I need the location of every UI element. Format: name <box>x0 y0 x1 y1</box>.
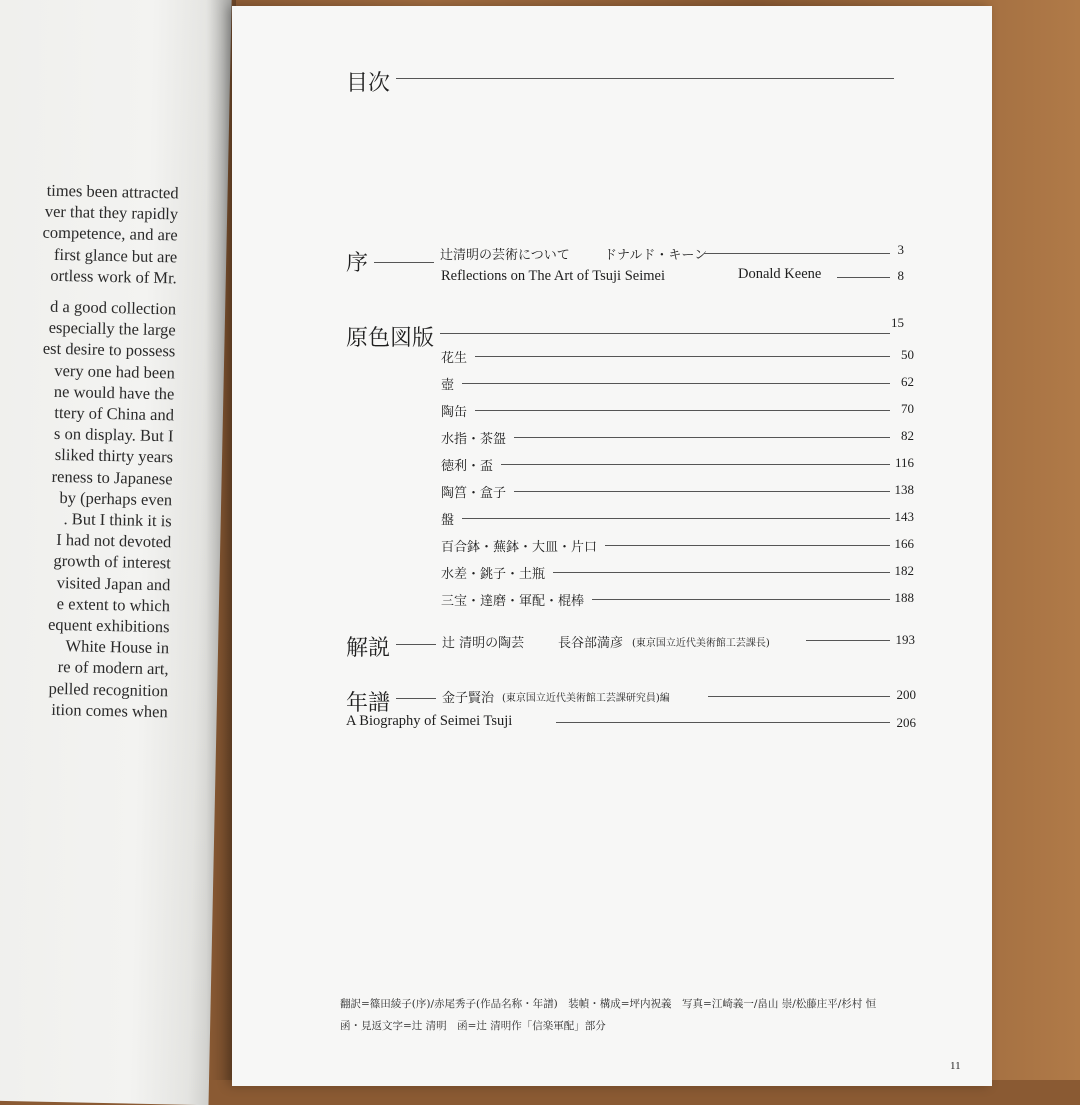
left-page-line: re of modern art, <box>57 657 169 679</box>
left-page-line: ition comes when <box>51 699 168 722</box>
leader-rule <box>501 464 890 465</box>
leader-rule <box>440 333 890 334</box>
plates-heading: 原色図版 <box>346 326 435 351</box>
commentary-heading: 解説 <box>346 636 391 661</box>
left-page-line: est desire to possess <box>42 339 176 361</box>
left-page-line: White House in <box>65 636 170 658</box>
title-rule <box>396 78 894 79</box>
plate-item-label: 水差・銚子・土瓶 <box>441 567 546 582</box>
left-page-line: ttery of China and <box>54 402 175 425</box>
leader-rule <box>605 545 890 546</box>
preface-en-title: Reflections on The Art of Tsuji Seimei <box>441 268 665 284</box>
plate-item-label: 水指・茶盌 <box>441 432 507 447</box>
commentary-title: 辻 清明の陶芸 <box>442 636 525 651</box>
left-page-line: first glance but are <box>53 244 178 267</box>
credits-line-2: 函・見返文字=辻 清明 函=辻 清明作「信楽軍配」部分 <box>340 1020 606 1032</box>
toc-title: 目次 <box>346 71 391 96</box>
left-page-line: s on display. But I <box>53 424 174 446</box>
left-page-line: ortless work of Mr. <box>50 265 178 288</box>
left-book-page <box>0 0 232 1105</box>
chronology-en-page: 206 <box>896 715 916 730</box>
credits-line-1: 翻訳=篠田綾子(序)/赤尾秀子(作品名称・年譜) 装幀・構成=坪内祝義 写真=江崎義一/畠山 崇/松藤庄平/杉村 恒 <box>340 998 877 1010</box>
leader-rule <box>462 518 890 519</box>
leader-rule <box>475 356 890 357</box>
plate-item-page: 138 <box>894 482 914 497</box>
left-page-line: growth of interest <box>53 551 172 573</box>
chronology-jp-page: 200 <box>896 687 916 702</box>
plate-item-page: 70 <box>901 401 914 416</box>
chronology-jp-note: (東京国立近代美術館工芸課研究員)編 <box>502 693 670 704</box>
leader-rule <box>462 383 890 384</box>
plate-item-page: 82 <box>901 428 914 443</box>
leader-rule <box>553 572 890 573</box>
plates-page: 15 <box>891 315 904 330</box>
preface-jp-title: 辻清明の芸術について <box>440 248 570 263</box>
preface-en-page: 8 <box>897 268 904 283</box>
leader-rule <box>592 599 890 600</box>
left-page-line: sliked thirty years <box>54 445 174 467</box>
leader-rule <box>475 410 890 411</box>
chronology-jp-author: 金子賢治 <box>442 691 495 706</box>
leader-rule <box>396 644 436 645</box>
left-page-line: visited Japan and <box>56 572 171 594</box>
left-page-line: pelled recognition <box>48 678 169 700</box>
left-page-text <box>0 179 179 723</box>
leader-rule <box>514 437 890 438</box>
chronology-heading: 年譜 <box>346 691 391 716</box>
preface-jp-author: ドナルド・キーン <box>604 248 708 263</box>
leader-rule <box>556 722 890 723</box>
plate-item-page: 166 <box>894 536 914 551</box>
page-number: 11 <box>950 1060 961 1072</box>
plate-item-page: 116 <box>894 455 914 470</box>
plate-item-page: 182 <box>894 563 914 578</box>
left-page-line: especially the large <box>48 317 176 340</box>
plate-item-page: 188 <box>894 590 914 605</box>
commentary-affiliation: (東京国立近代美術館工芸課長) <box>632 638 770 649</box>
commentary-page: 193 <box>895 632 915 647</box>
plate-item-page: 143 <box>894 509 914 524</box>
leader-rule <box>396 698 436 699</box>
leader-rule <box>708 696 890 697</box>
leader-rule <box>514 491 890 492</box>
left-page-line: equent exhibitions <box>47 614 170 637</box>
preface-jp-page: 3 <box>897 242 904 257</box>
plate-item-label: 花生 <box>441 351 468 366</box>
preface-en-author: Donald Keene <box>738 266 822 282</box>
plate-item-label: 盤 <box>441 513 455 528</box>
leader-rule <box>704 253 890 254</box>
left-page-line: d a good collection <box>49 296 177 319</box>
preface-heading: 序 <box>346 251 369 276</box>
commentary-author: 長谷部満彦 <box>558 636 624 651</box>
plate-item-label: 陶筥・盒子 <box>441 486 507 501</box>
plate-item-label: 陶缶 <box>441 405 468 420</box>
left-page-line: e extent to which <box>56 593 171 616</box>
left-page-line: competence, and are <box>42 222 178 245</box>
chronology-en-title: A Biography of Seimei Tsuji <box>346 713 513 729</box>
left-page-line: times been attracted <box>46 180 179 203</box>
left-page-line: by (perhaps even <box>59 487 173 510</box>
plate-item-page: 50 <box>901 347 914 362</box>
plate-item-label: 徳利・盃 <box>441 459 494 474</box>
left-page-line: I had not devoted <box>56 530 172 552</box>
left-page-line: very one had been <box>54 360 176 382</box>
plate-item-label: 百合鉢・蕪鉢・大皿・片口 <box>441 540 598 555</box>
left-page-line: reness to Japanese <box>51 466 173 488</box>
left-page-line: ver that they rapidly <box>44 201 179 224</box>
left-page-line: . But I think it is <box>63 509 172 531</box>
table-of-contents-page <box>232 6 992 1086</box>
leader-rule <box>374 262 434 263</box>
left-page-line: ne would have the <box>53 381 175 404</box>
plate-item-label: 壺 <box>441 378 455 393</box>
plate-item-label: 三宝・達磨・軍配・棍棒 <box>441 594 585 609</box>
plate-item-page: 62 <box>901 374 914 389</box>
